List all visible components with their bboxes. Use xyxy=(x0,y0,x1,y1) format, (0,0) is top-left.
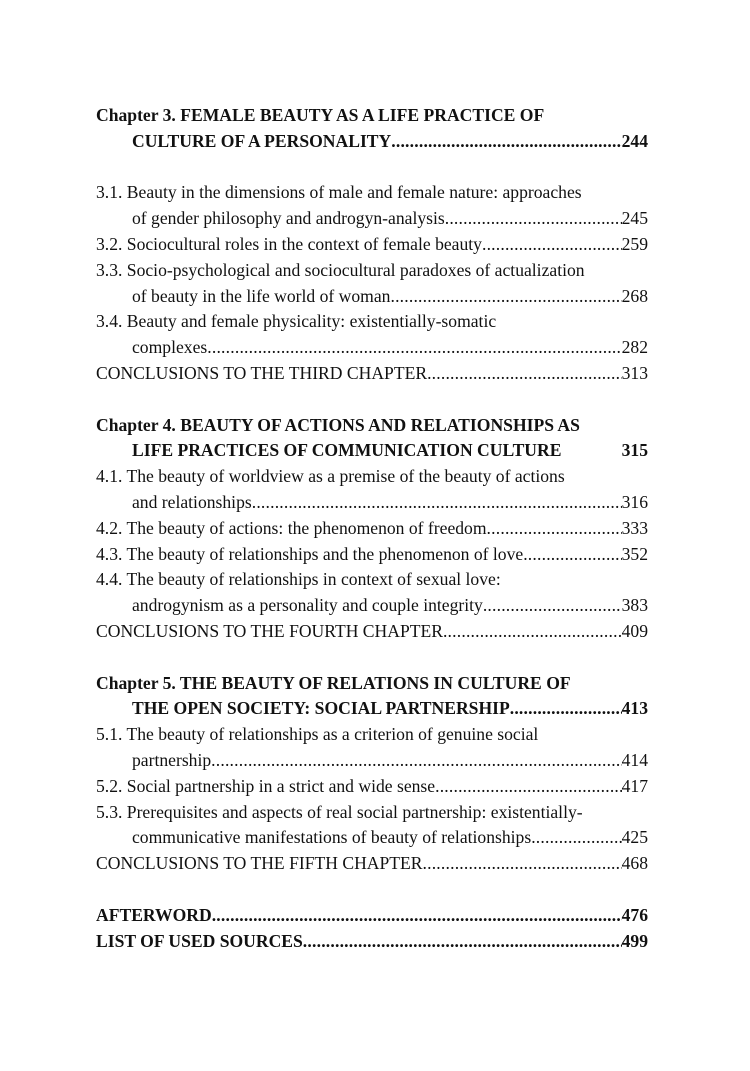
toc-entry-last-line xyxy=(96,542,648,568)
toc-entry-last-line xyxy=(96,851,648,877)
toc-entry-title-line: AFTERWORD xyxy=(96,904,212,925)
toc-entry-title-line: 3.4. Beauty and female physicality: existentially-somatic xyxy=(96,311,497,332)
toc-entry-title-line: complexes xyxy=(132,337,208,358)
toc-entry-title-line: LIFE PRACTICES OF COMMUNICATION CULTURE xyxy=(132,440,562,461)
toc-entry-title-line: 3.2. Sociocultural roles in the context of female beauty xyxy=(96,233,482,254)
toc-entry-title-line: Chapter 3. FEMALE BEAUTY AS A LIFE PRACTICE OF xyxy=(96,105,545,125)
dot-leader xyxy=(207,335,621,361)
dot-leader xyxy=(487,516,622,542)
toc-page-number: 282 xyxy=(621,337,648,358)
toc-entry-title-line: 4.1. The beauty of worldview as a premise of the beauty of actions xyxy=(96,466,565,487)
dot-leader xyxy=(443,619,622,645)
toc-page-number: 413 xyxy=(621,698,648,719)
toc-entry[interactable] xyxy=(96,516,648,542)
toc-entry-title-line: and relationships xyxy=(132,491,252,512)
toc-page-number: 245 xyxy=(621,208,648,229)
section-spacer xyxy=(96,155,648,181)
toc-entry[interactable] xyxy=(96,619,648,645)
toc-entry-title-line: Chapter 5. THE BEAUTY OF RELATIONS IN CULTURE OF xyxy=(96,672,571,693)
toc-page-number: 268 xyxy=(621,285,648,306)
toc-entry-title-line: CULTURE OF A PERSONALITY xyxy=(132,130,392,151)
toc-entry-title-line: Chapter 4. BEAUTY OF ACTIONS AND RELATIONSHIPS AS xyxy=(96,414,580,435)
toc-entry-last-line xyxy=(96,774,648,800)
dot-leader xyxy=(212,903,622,929)
toc-entry[interactable] xyxy=(96,180,648,232)
toc-page-number: 315 xyxy=(621,440,648,461)
toc-entry[interactable] xyxy=(96,232,648,258)
toc-entry-title-line: androgynism as a personality and couple integrity xyxy=(132,595,483,616)
toc-page-number: 414 xyxy=(621,749,648,770)
toc-page-number: 244 xyxy=(621,130,648,151)
toc-entry-last-line xyxy=(96,284,648,310)
dot-leader xyxy=(303,929,622,955)
toc-entry-title-line: communicative manifestations of beauty of relationships xyxy=(132,827,532,848)
toc-entry-title-line: 4.4. The beauty of relationships in context of sexual love: xyxy=(96,569,501,590)
toc-page-number: 468 xyxy=(621,853,648,874)
dot-leader xyxy=(510,696,622,722)
toc-entry-last-line xyxy=(96,232,648,258)
toc-entry-last-line xyxy=(96,361,648,387)
toc-entry-last-line xyxy=(96,490,648,516)
toc-entry-title-line: 4.3. The beauty of relationships and the phenomenon of love xyxy=(96,543,524,564)
toc-page-number: 333 xyxy=(621,517,648,538)
toc-group-chapter3-sections xyxy=(96,180,648,386)
toc-entry-title-line: 3.1. Beauty in the dimensions of male and female nature: approaches xyxy=(96,182,582,203)
toc-entry-last-line xyxy=(96,516,648,542)
section-spacer xyxy=(96,877,648,903)
dot-leader xyxy=(427,361,622,387)
toc-entry-title-line: CONCLUSIONS TO THE THIRD CHAPTER xyxy=(96,362,428,383)
toc-entry-last-line xyxy=(96,438,648,464)
toc-page-number: 499 xyxy=(621,930,648,951)
toc-entry-last-line xyxy=(96,593,648,619)
toc-entry-last-line xyxy=(96,748,648,774)
dot-leader xyxy=(531,825,621,851)
toc-group-chapter3 xyxy=(96,103,648,155)
toc-entry-title-line: 3.3. Socio-psychological and sociocultural paradoxes of actualization xyxy=(96,259,585,280)
toc-page-number: 259 xyxy=(621,233,648,254)
toc-entry[interactable] xyxy=(96,722,648,774)
toc-entry[interactable] xyxy=(96,361,648,387)
toc-group-backmatter xyxy=(96,903,648,955)
dot-leader xyxy=(445,206,622,232)
toc-entry-title-line: 5.3. Prerequisites and aspects of real social partnership: existentially- xyxy=(96,801,583,822)
toc-entry-title-line: of beauty in the life world of woman xyxy=(132,285,391,306)
dot-leader xyxy=(523,542,621,568)
toc-entry-last-line xyxy=(96,619,648,645)
toc-page-number: 352 xyxy=(621,543,648,564)
toc-entry[interactable] xyxy=(96,671,648,723)
toc-entry-last-line xyxy=(96,335,648,361)
toc-page-number: 383 xyxy=(621,595,648,616)
toc-page-number: 476 xyxy=(621,904,648,925)
toc-entry[interactable] xyxy=(96,800,648,852)
toc-entry[interactable] xyxy=(96,258,648,310)
toc-entry[interactable] xyxy=(96,774,648,800)
toc-entry[interactable] xyxy=(96,567,648,619)
toc-entry-title-line: LIST OF USED SOURCES xyxy=(96,930,303,951)
toc-entry-title-line: CONCLUSIONS TO THE FIFTH CHAPTER xyxy=(96,853,423,874)
toc-entry-title-line: THE OPEN SOCIETY: SOCIAL PARTNERSHIP xyxy=(132,698,510,719)
dot-leader xyxy=(423,851,622,877)
toc-entry-last-line xyxy=(96,903,648,929)
toc-entry-last-line xyxy=(96,129,648,155)
dot-leader xyxy=(390,284,621,310)
toc-entry[interactable] xyxy=(96,929,648,955)
section-spacer xyxy=(96,387,648,413)
dot-leader xyxy=(483,593,622,619)
toc-page-number: 313 xyxy=(621,362,648,383)
toc-entry[interactable] xyxy=(96,103,648,155)
toc-entry-title-line: CONCLUSIONS TO THE FOURTH CHAPTER xyxy=(96,620,443,641)
toc-entry[interactable] xyxy=(96,851,648,877)
toc-entry[interactable] xyxy=(96,903,648,929)
toc-group-chapter5 xyxy=(96,671,648,877)
toc-entry-last-line xyxy=(96,929,648,955)
toc-entry-title-line: 5.1. The beauty of relationships as a criterion of genuine social xyxy=(96,724,539,745)
toc-entry-title-line: of gender philosophy and androgyn-analysis xyxy=(132,208,445,229)
dot-leader xyxy=(482,232,622,258)
toc-entry-title-line: partnership xyxy=(132,749,212,770)
table-of-contents xyxy=(96,103,648,954)
toc-entry-last-line xyxy=(96,206,648,232)
toc-entry-title-line: 5.2. Social partnership in a strict and wide sense xyxy=(96,775,436,796)
dot-leader xyxy=(435,774,622,800)
toc-entry[interactable] xyxy=(96,464,648,516)
toc-page-number: 425 xyxy=(621,827,648,848)
section-spacer xyxy=(96,645,648,671)
dot-leader xyxy=(252,490,622,516)
toc-entry-last-line xyxy=(96,825,648,851)
toc-entry-title-line: 4.2. The beauty of actions: the phenomenon of freedom xyxy=(96,517,487,538)
dot-leader xyxy=(211,748,621,774)
toc-page-number: 417 xyxy=(621,775,648,796)
dot-leader xyxy=(391,129,621,155)
toc-group-chapter4 xyxy=(96,413,648,645)
toc-page-number: 316 xyxy=(621,491,648,512)
toc-entry[interactable] xyxy=(96,542,648,568)
toc-entry[interactable] xyxy=(96,309,648,361)
toc-page-number: 409 xyxy=(621,620,648,641)
toc-entry-last-line xyxy=(96,696,648,722)
toc-entry[interactable] xyxy=(96,413,648,465)
